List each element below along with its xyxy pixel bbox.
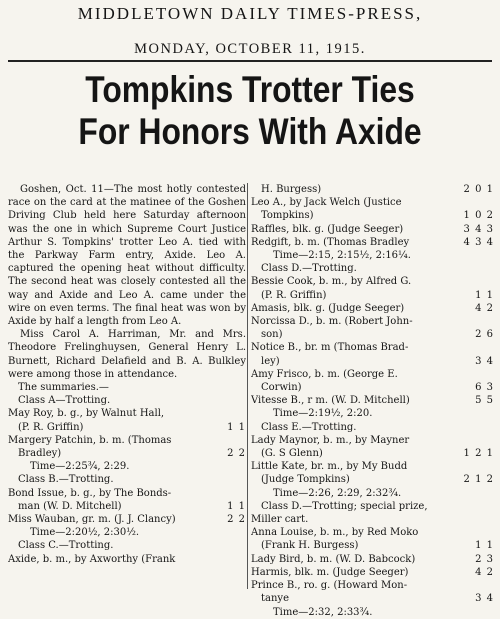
entry-text: ley) xyxy=(261,355,280,367)
result-line: Bond Issue, b. g., by The Bonds- xyxy=(8,487,172,499)
entry-text: (Judge Tompkins) xyxy=(261,474,350,486)
article-columns xyxy=(8,183,494,618)
result-row xyxy=(251,539,494,552)
entry-text: Vitesse B., r m. (W. D. Mitchell) xyxy=(251,395,410,407)
result-row xyxy=(8,447,246,460)
entry-text: son) xyxy=(261,329,283,341)
class-heading: Class C.—Trotting. xyxy=(18,540,114,552)
result-row xyxy=(251,592,494,605)
time-line: Time—2:20½, 2:30½. xyxy=(30,527,140,539)
class-heading: Class A—Trotting. xyxy=(18,395,111,407)
heat-results: 6 3 xyxy=(475,382,494,394)
entry-text: H. Burgess) xyxy=(261,184,322,195)
entry-text: Miss Wauban, gr. m. (J. J. Clancy) xyxy=(8,514,176,526)
result-line: Norcissa D., b. m. (Robert John- xyxy=(251,316,413,328)
heat-results: 4 3 4 xyxy=(463,236,494,248)
result-row xyxy=(8,500,246,513)
result-row xyxy=(251,183,494,196)
entry-text: Corwin) xyxy=(261,382,302,394)
entry-text: (Frank H. Burgess) xyxy=(261,540,359,552)
heat-results: 1 1 xyxy=(227,421,246,433)
result-row xyxy=(251,328,494,341)
entry-text: Redgift, b. m. (Thomas Bradley xyxy=(251,236,410,248)
result-line: Little Kate, br. m., by My Budd xyxy=(251,461,408,473)
entry-text: Raffles, blk. g. (Judge Seeger) xyxy=(251,223,404,235)
entry-text: man (W. D. Mitchell) xyxy=(18,500,122,512)
class-heading: Class B.—Trotting. xyxy=(18,474,114,486)
class-heading: Class E.—Trotting. xyxy=(261,421,357,433)
result-line: Lady Maynor, b. m., by Mayner xyxy=(251,434,410,446)
masthead: MIDDLETOWN DAILY TIMES-PRESS, xyxy=(77,4,423,23)
result-row xyxy=(8,513,246,526)
entry-text: Bradley) xyxy=(18,448,62,460)
result-row xyxy=(251,289,494,302)
right-column xyxy=(251,183,494,619)
result-line: Anna Louise, b. m., by Red Moko xyxy=(251,527,419,539)
heat-results: 1 1 xyxy=(227,500,246,512)
result-line: Miller cart. xyxy=(251,514,309,526)
heat-results: 3 4 3 xyxy=(463,223,494,235)
summaries-heading: The summaries.— xyxy=(18,382,109,394)
heat-results: 3 4 xyxy=(475,593,494,605)
result-line: Bessie Cook, b. m., by Alfred G. xyxy=(251,276,412,288)
result-line: May Roy, b. g., by Walnut Hall, xyxy=(8,408,165,420)
entry-text: (P. R. Griffin) xyxy=(18,421,84,433)
headline-line-1: Tompkins Trotter Ties xyxy=(85,69,415,110)
column-divider xyxy=(247,183,248,589)
result-row xyxy=(251,236,494,249)
heat-results: 3 4 xyxy=(475,355,494,367)
heat-results: 5 5 xyxy=(475,395,494,407)
heat-results: 2 3 xyxy=(475,553,494,565)
time-line: Time—2:15, 2:15½, 2:16¼. xyxy=(273,250,411,262)
heat-results: 4 2 xyxy=(475,566,494,578)
result-line: Amy Frisco, b. m. (George E. xyxy=(251,368,398,380)
left-column xyxy=(8,183,246,566)
result-line: Axide, b. m., by Axworthy (Frank xyxy=(8,553,176,565)
result-line: Margery Patchin, b. m. (Thomas xyxy=(8,434,172,446)
header-rule xyxy=(8,60,492,62)
entry-text: Lady Bird, b. m. (W. D. Babcock) xyxy=(251,553,416,565)
entry-text: (G. S Glenn) xyxy=(261,448,323,460)
result-row xyxy=(251,381,494,394)
time-line: Time—2:25¾, 2:29. xyxy=(30,461,130,473)
result-row xyxy=(251,553,494,566)
headline-line-2: For Honors With Axide xyxy=(78,111,422,152)
heat-results: 2 2 xyxy=(227,448,246,460)
result-row xyxy=(251,223,494,236)
result-row xyxy=(251,209,494,222)
paragraph-lead: Goshen, Oct. 11—The most hotly contested race on the card at the matinee of the Goshen Driving Club held here Saturday afternoon was the one in which Supreme Court Justice Arthur S. Tompkins' trotter Leo A. tied with the Parkway Farm entry, Axide. Leo A. captured the opening heat without difficulty. The second heat was closely contested all the way and Axide and Leo A. came under the wire on even terms. The final heat was won by Axide by half a length from Leo A. xyxy=(8,184,246,328)
heat-results: 2 6 xyxy=(475,329,494,341)
entry-text: (P. R. Griffin) xyxy=(261,289,327,301)
entry-text: tanye xyxy=(261,593,289,605)
heat-results: 2 0 1 xyxy=(463,184,494,195)
result-row xyxy=(251,302,494,315)
result-line: Notice B., br. m (Thomas Brad- xyxy=(251,342,409,354)
result-line: Prince B., ro. g. (Howard Mon- xyxy=(251,580,408,592)
paragraph-attendance: Miss Carol A. Harriman, Mr. and Mrs. Theodore Frelinghuysen, General Henry L. Burnett, Richard Delafield and B. A. Bulkley were among those in attendance. xyxy=(8,329,246,380)
time-line: Time—2:19½, 2:20. xyxy=(273,408,373,420)
result-row xyxy=(251,566,494,579)
result-row xyxy=(251,394,494,407)
heat-results: 2 2 xyxy=(227,514,246,526)
class-heading: Class D.—Trotting; special prize, xyxy=(261,500,428,512)
heat-results: 4 2 xyxy=(475,302,494,314)
result-row xyxy=(251,447,494,460)
entry-text: Tompkins) xyxy=(261,210,314,222)
entry-text: Amasis, blk. g. (Judge Seeger) xyxy=(251,302,405,314)
heat-results: 1 1 xyxy=(475,540,494,552)
heat-results: 2 1 2 xyxy=(463,474,494,486)
heat-results: 1 1 xyxy=(475,289,494,301)
heat-results: 1 2 1 xyxy=(463,448,494,460)
time-line: Time—2:32, 2:33¾. xyxy=(273,606,373,618)
entry-text: Harmis, blk. m. (Judge Seeger) xyxy=(251,566,409,578)
time-line: Time—2:26, 2:29, 2:32¾. xyxy=(273,487,402,499)
heat-results: 1 0 2 xyxy=(463,210,494,222)
result-row xyxy=(251,355,494,368)
result-row xyxy=(251,473,494,486)
result-line: Leo A., by Jack Welch (Justice xyxy=(251,197,402,209)
result-row xyxy=(8,421,246,434)
class-heading: Class D.—Trotting. xyxy=(261,263,357,275)
issue-date: MONDAY, OCTOBER 11, 1915. xyxy=(134,41,366,57)
